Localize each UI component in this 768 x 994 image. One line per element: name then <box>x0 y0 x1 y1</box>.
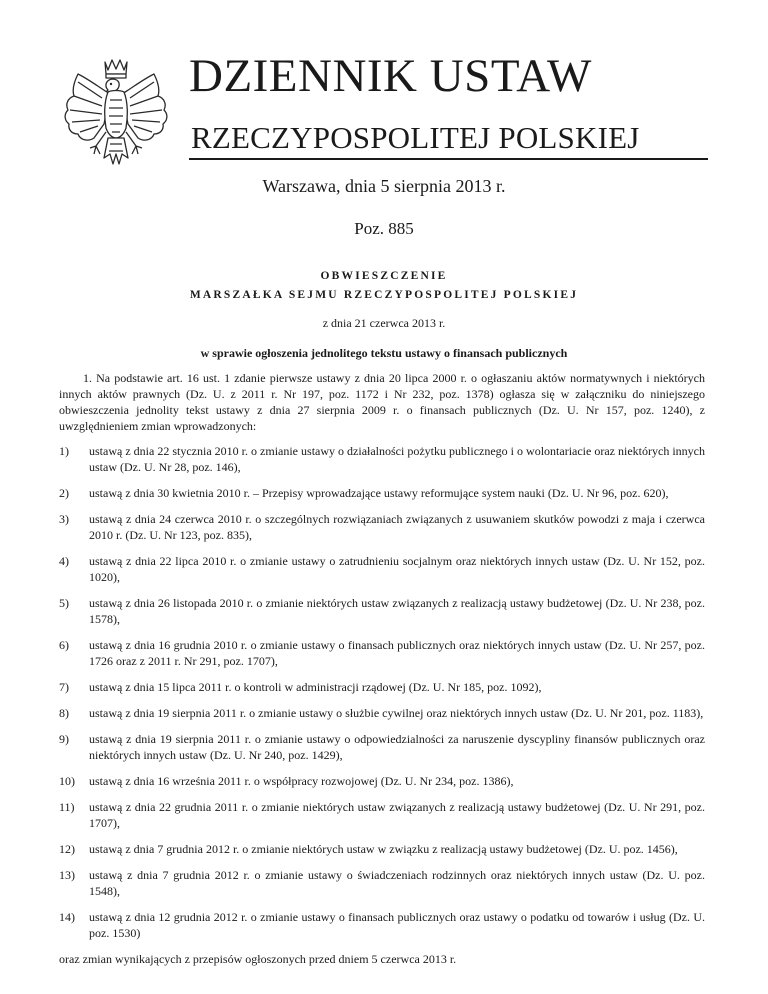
list-item-text: ustawą z dnia 7 grudnia 2012 r. o zmianie ustawy o świadczeniach rodzinnych oraz niektórych innych ustaw (Dz. U. poz. 1548), <box>89 868 705 898</box>
list-item-text: ustawą z dnia 22 stycznia 2010 r. o zmianie ustawy o działalności pożytku publicznego i o wolontariacie oraz niektórych innych ustaw (Dz. U. Nr 28, poz. 146), <box>89 444 705 474</box>
closing-paragraph: oraz zmian wynikających z przepisów ogłoszonych przed dniem 5 czerwca 2013 r. <box>59 952 457 966</box>
list-item-number: 4) <box>59 554 69 568</box>
list-item-number: 5) <box>59 596 69 610</box>
notice-title-line1: OBWIESZCZENIE <box>320 270 448 282</box>
list-item <box>59 799 705 831</box>
notice-subject: w sprawie ogłoszenia jednolitego tekstu ustawy o finansach publicznych <box>200 346 568 360</box>
list-item-text: ustawą z dnia 12 grudnia 2012 r. o zmianie ustawy o finansach publicznych oraz ustawy o podatku od towarów i usług (Dz. U. poz. 1530) <box>89 910 705 940</box>
list-item-text: ustawą z dnia 7 grudnia 2012 r. o zmianie niektórych ustaw w związku z realizacją ustawy budżetowej (Dz. U. poz. 1456), <box>89 842 678 856</box>
list-item-number: 1) <box>59 444 69 458</box>
list-item-number: 14) <box>59 910 75 924</box>
list-item <box>59 867 705 899</box>
list-item <box>59 773 705 789</box>
list-item-text: ustawą z dnia 16 grudnia 2010 r. o zmianie ustawy o finansach publicznych oraz niektórych innych ustaw (Dz. U. Nr 257, poz. 1726 oraz z 2011 r. Nr 291, poz. 1707), <box>89 638 705 668</box>
list-item <box>59 485 705 501</box>
list-item-text: ustawą z dnia 19 sierpnia 2011 r. o zmianie ustawy o odpowiedzialności za naruszenie dyscypliny finansów publicznych oraz niektórych innych ustaw (Dz. U. Nr 240, poz. 1429), <box>89 732 705 762</box>
title-divider <box>189 158 708 160</box>
notice-date: z dnia 21 czerwca 2013 r. <box>322 316 446 330</box>
list-item-text: ustawą z dnia 22 lipca 2010 r. o zmianie ustawy o zatrudnieniu socjalnym oraz niektórych innych ustaw (Dz. U. Nr 152, poz. 1020), <box>89 554 705 584</box>
journal-subtitle: RZECZYPOSPOLITEJ POLSKIEJ <box>191 120 640 155</box>
publication-date: Warszawa, dnia 5 sierpnia 2013 r. <box>262 176 506 196</box>
list-item-number: 13) <box>59 868 75 882</box>
list-item <box>59 731 705 763</box>
list-item-text: ustawą z dnia 30 kwietnia 2010 r. – Przepisy wprowadzające ustawy reformujące system nauki (Dz. U. Nr 96, poz. 620), <box>89 486 669 500</box>
list-item-text: ustawą z dnia 15 lipca 2011 r. o kontroli w administracji rządowej (Dz. U. Nr 185, poz. 1092), <box>89 680 542 694</box>
list-item <box>59 595 705 627</box>
polish-eagle-emblem-icon <box>60 54 172 172</box>
journal-title: DZIENNIK USTAW <box>189 50 592 102</box>
list-item-number: 9) <box>59 732 69 746</box>
list-item-number: 6) <box>59 638 69 652</box>
list-item-number: 11) <box>59 800 75 814</box>
list-item-number: 10) <box>59 774 75 788</box>
masthead <box>60 48 710 160</box>
list-item <box>59 705 705 721</box>
list-item <box>59 553 705 585</box>
list-item <box>59 511 705 543</box>
intro-paragraph: 1. Na podstawie art. 16 ust. 1 zdanie pierwsze ustawy z dnia 20 lipca 2000 r. o ogłaszaniu aktów normatywnych i niektórych innych aktów prawnych (Dz. U. z 2011 r. Nr 197, poz. 1172 i Nr 232, poz. 1378) ogłasza się w załączniku do niniejszego obwieszczenia jednolity tekst ustawy z dnia 27 sierpnia 2009 r. o finansach publicznych (Dz. U. Nr 157, poz. 1240), z uwzględnieniem zmian wprowadzonych: <box>59 371 705 433</box>
list-item-number: 2) <box>59 486 69 500</box>
list-item <box>59 841 705 857</box>
position-number: Poz. 885 <box>354 219 414 238</box>
list-item-text: ustawą z dnia 24 czerwca 2010 r. o szczególnych rozwiązaniach związanych z usuwaniem skutków powodzi z maja i czerwca 2010 r. (Dz. U. Nr 123, poz. 835), <box>89 512 705 542</box>
list-item <box>59 909 705 941</box>
notice-title <box>0 267 768 305</box>
list-item-number: 12) <box>59 842 75 856</box>
list-item <box>59 679 705 695</box>
list-item <box>59 637 705 669</box>
list-item <box>59 443 705 475</box>
document-body <box>59 370 705 967</box>
list-item-number: 8) <box>59 706 69 720</box>
list-item-number: 3) <box>59 512 69 526</box>
list-item-text: ustawą z dnia 26 listopada 2010 r. o zmianie niektórych ustaw związanych z realizacją ustawy budżetowej (Dz. U. Nr 238, poz. 1578), <box>89 596 705 626</box>
list-item-text: ustawą z dnia 16 września 2011 r. o współpracy rozwojowej (Dz. U. Nr 234, poz. 1386), <box>89 774 514 788</box>
list-item-text: ustawą z dnia 22 grudnia 2011 r. o zmianie niektórych ustaw związanych z realizacją ustawy budżetowej (Dz. U. Nr 291, poz. 1707), <box>89 800 705 830</box>
notice-title-line2: MARSZAŁKA SEJMU RZECZYPOSPOLITEJ POLSKIEJ <box>189 289 579 301</box>
list-item-text: ustawą z dnia 19 sierpnia 2011 r. o zmianie ustawy o służbie cywilnej oraz niektórych innych ustaw (Dz. U. Nr 201, poz. 1183), <box>89 706 704 720</box>
list-item-number: 7) <box>59 680 69 694</box>
